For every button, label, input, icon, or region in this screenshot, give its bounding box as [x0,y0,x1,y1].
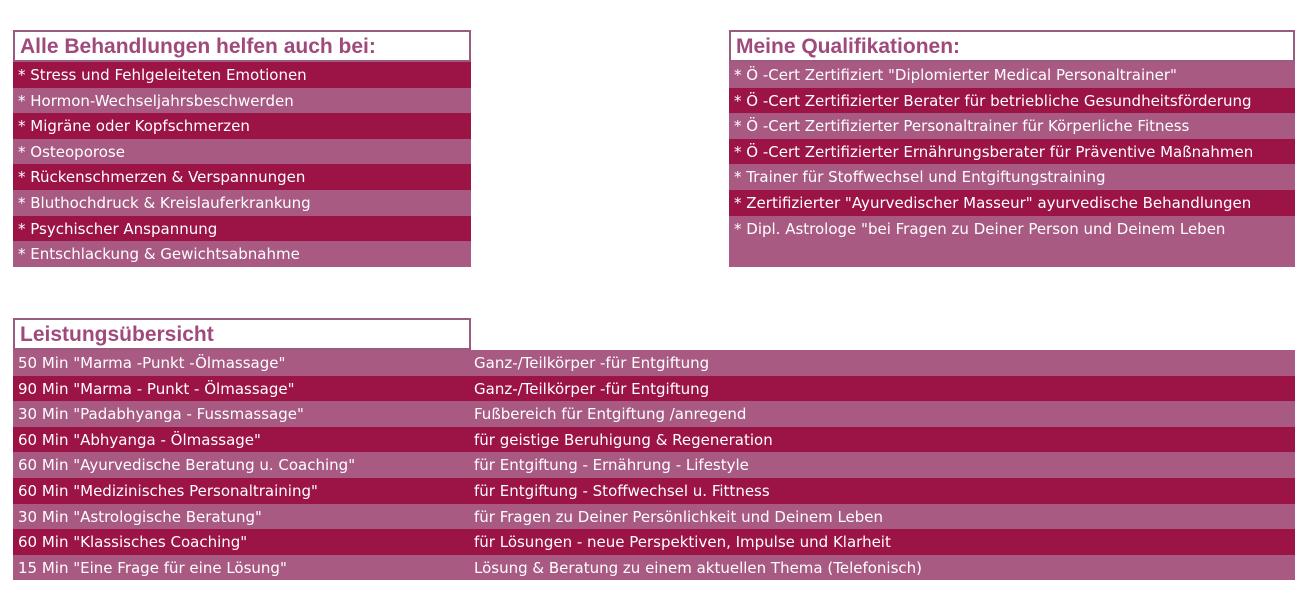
service-row [13,555,1295,581]
service-name: 60 Min "Medizinisches Personaltraining" [18,481,318,500]
service-description: Ganz-/Teilkörper -für Entgiftung [474,379,710,398]
services-section [13,318,1295,580]
service-description: für Entgiftung - Ernährung - Lifestyle [474,456,749,475]
service-row [13,504,1295,530]
treatment-item: * Entschlackung & Gewichtsabnahme [13,241,471,267]
service-row [13,427,1295,453]
qualification-item: * Ö -Cert Zertifizierter Personaltrainer für Körperliche Fitness [729,113,1295,139]
treatments-section [13,30,471,267]
service-description: für Fragen zu Deiner Persönlichkeit und Deinem Leben [474,507,884,526]
qualification-item: * Ö -Cert Zertifiziert "Diplomierter Medical Personaltrainer" [729,62,1295,88]
qualification-item: * Ö -Cert Zertifizierter Ernährungsberater für Präventive Maßnahmen [729,139,1295,165]
treatment-item: * Bluthochdruck & Kreislauferkrankung [13,190,471,216]
service-name: 60 Min "Klassisches Coaching" [18,533,248,552]
treatment-item: * Osteoporose [13,139,471,165]
services-heading: Leistungsübersicht [13,318,471,350]
service-description: für geistige Beruhigung & Regeneration [474,430,773,449]
treatment-item: * Rückenschmerzen & Verspannungen [13,164,471,190]
service-name: 60 Min "Abhyanga - Ölmassage" [18,430,261,449]
service-row [13,452,1295,478]
treatment-item: * Migräne oder Kopfschmerzen [13,113,471,139]
service-name: 15 Min "Eine Frage für eine Lösung" [18,558,287,577]
qualification-item: * Trainer für Stoffwechsel und Entgiftungstraining [729,164,1295,190]
qualification-item: * Ö -Cert Zertifizierter Berater für betriebliche Gesundheitsförderung [729,88,1295,114]
qualification-item: * Dipl. Astrologe "bei Fragen zu Deiner Person und Deinem Leben [729,216,1295,242]
service-row [13,350,1295,376]
treatment-item: * Psychischer Anspannung [13,216,471,242]
service-description: für Entgiftung - Stoffwechsel u. Fittness [474,481,770,500]
service-description: Ganz-/Teilkörper -für Entgiftung [474,354,710,372]
service-row [13,401,1295,427]
treatments-heading: Alle Behandlungen helfen auch bei: [13,30,471,62]
service-name: 30 Min "Astrologische Beratung" [18,507,262,526]
service-description: Fußbereich für Entgiftung /anregend [474,405,747,424]
service-description: für Lösungen - neue Perspektiven, Impulse und Klarheit [474,533,891,552]
service-row [13,376,1295,402]
service-name: 50 Min "Marma -Punkt -Ölmassage" [18,354,286,372]
qualifications-heading: Meine Qualifikationen: [729,30,1295,62]
service-name: 90 Min "Marma - Punkt - Ölmassage" [18,379,295,398]
service-row [13,529,1295,555]
qualifications-section [729,30,1295,267]
treatment-item: * Stress und Fehlgeleiteten Emotionen [13,62,471,88]
qualification-item: * Zertifizierter "Ayurvedischer Masseur" ayurvedische Behandlungen [729,190,1295,216]
qualifications-filler [729,241,1295,267]
service-row [13,478,1295,504]
service-name: 60 Min "Ayurvedische Beratung u. Coaching" [18,456,356,475]
service-name: 30 Min "Padabhyanga - Fussmassage" [18,405,304,424]
service-description: Lösung & Beratung zu einem aktuellen Thema (Telefonisch) [474,558,923,577]
treatment-item: * Hormon-Wechseljahrsbeschwerden [13,88,471,114]
